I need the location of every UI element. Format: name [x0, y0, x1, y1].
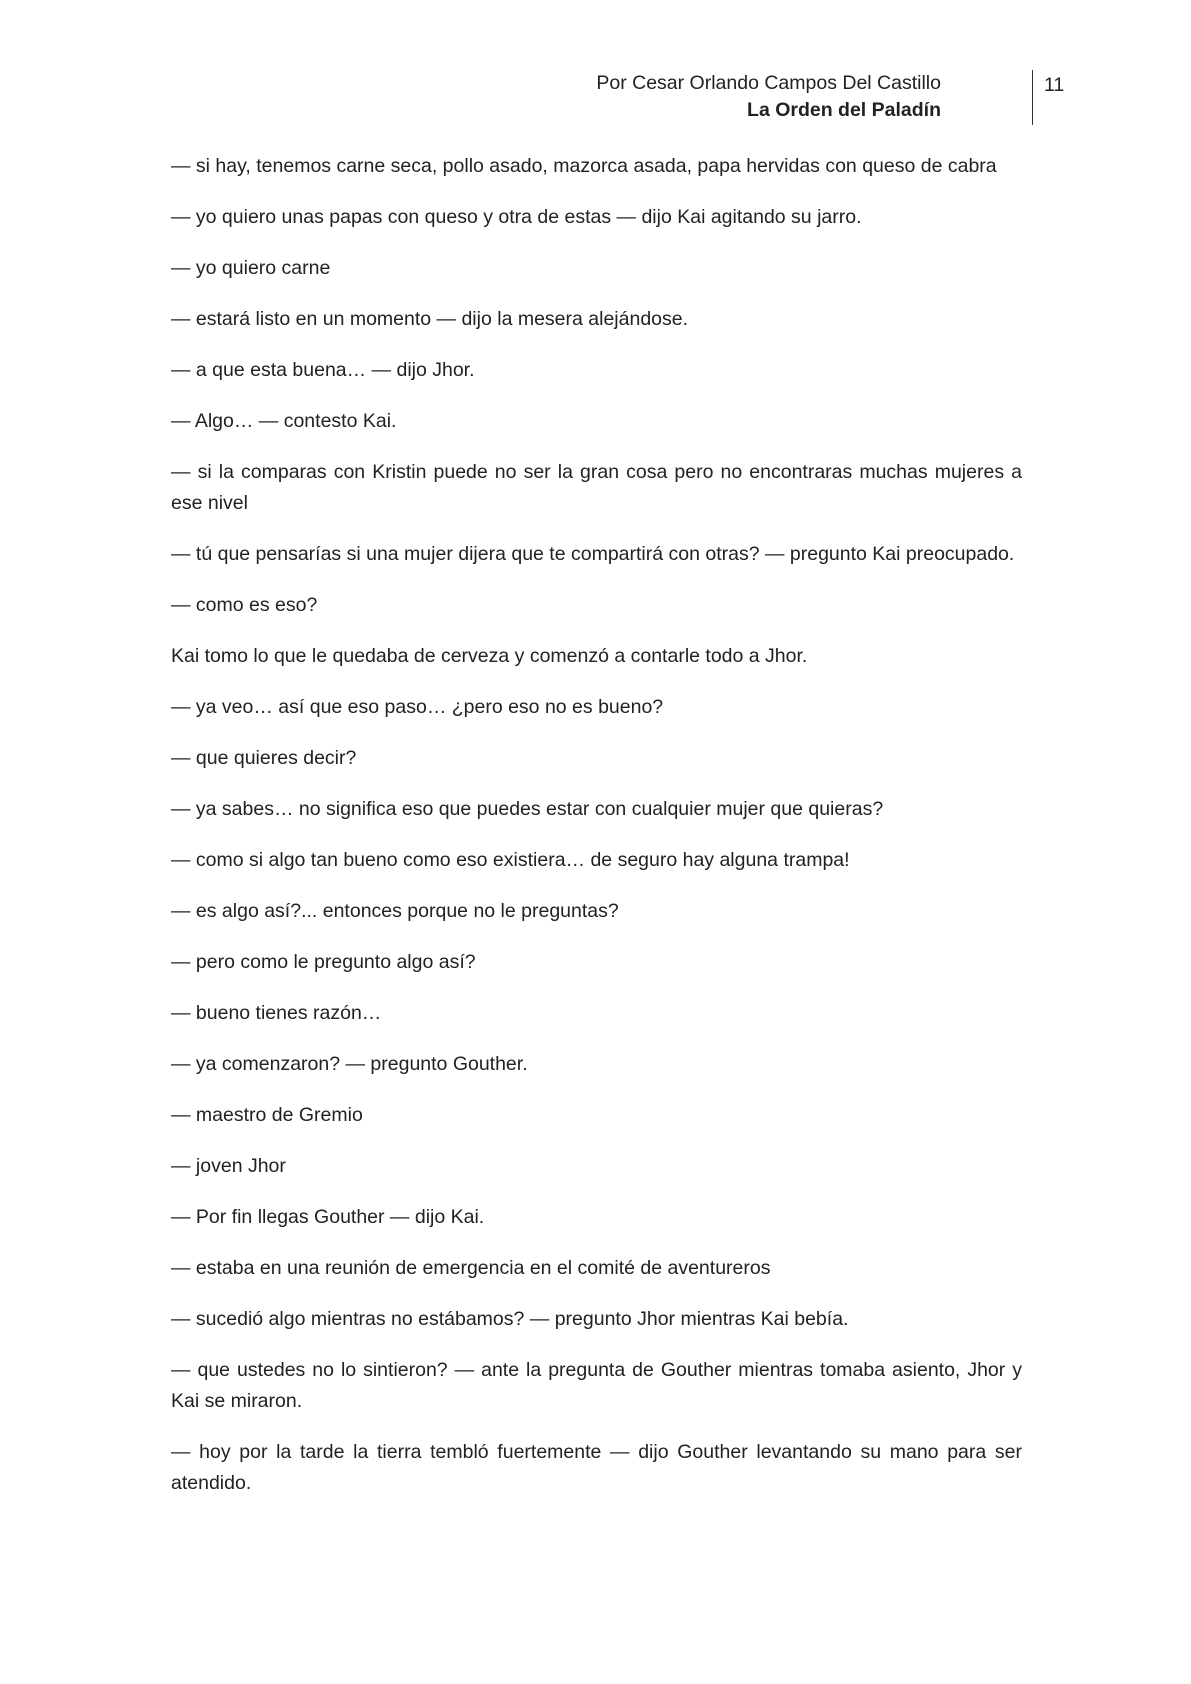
paragraph: — estará listo en un momento — dijo la mesera alejándose.	[171, 308, 689, 330]
paragraph: — hoy por la tarde la tierra tembló fuertemente — dijo Gouther levantando su mano para ser atendido.	[171, 1441, 1022, 1494]
paragraph: — Por fin llegas Gouther — dijo Kai.	[171, 1206, 485, 1228]
paragraph: — pero como le pregunto algo así?	[171, 951, 476, 973]
paragraph: — maestro de Gremio	[171, 1104, 363, 1126]
paragraph: — si hay, tenemos carne seca, pollo asado, mazorca asada, papa hervidas con queso de cabra	[171, 155, 997, 177]
paragraph: — si la comparas con Kristin puede no ser la gran cosa pero no encontraras muchas mujeres a ese nivel	[171, 461, 1022, 514]
page-number: 11	[1044, 74, 1065, 96]
paragraph: — ya veo… así que eso paso… ¿pero eso no es bueno?	[171, 696, 664, 718]
paragraph: — a que esta buena… — dijo Jhor.	[171, 359, 475, 381]
paragraph: — sucedió algo mientras no estábamos? — pregunto Jhor mientras Kai bebía.	[171, 1308, 849, 1330]
header-divider	[1032, 70, 1033, 125]
paragraph: — Algo… — contesto Kai.	[171, 410, 397, 432]
paragraph: — bueno tienes razón…	[171, 1002, 382, 1024]
paragraph: — yo quiero unas papas con queso y otra de estas — dijo Kai agitando su jarro.	[171, 206, 862, 228]
paragraph: Kai tomo lo que le quedaba de cerveza y comenzó a contarle todo a Jhor.	[171, 645, 808, 667]
paragraph: — yo quiero carne	[171, 257, 331, 279]
page-body	[171, 151, 1022, 1519]
paragraph: — como es eso?	[171, 594, 318, 616]
paragraph: — estaba en una reunión de emergencia en el comité de aventureros	[171, 1257, 771, 1279]
paragraph: — ya comenzaron? — pregunto Gouther.	[171, 1053, 528, 1075]
paragraph: — que ustedes no lo sintieron? — ante la pregunta de Gouther mientras tomaba asiento, Jhor y Kai se miraron.	[171, 1359, 1022, 1412]
header-author: Por Cesar Orlando Campos Del Castillo	[596, 72, 941, 94]
paragraph: — es algo así?... entonces porque no le preguntas?	[171, 900, 619, 922]
paragraph: — joven Jhor	[171, 1155, 286, 1177]
paragraph: — ya sabes… no significa eso que puedes estar con cualquier mujer que quieras?	[171, 798, 884, 820]
paragraph: — que quieres decir?	[171, 747, 357, 769]
page-header	[596, 70, 951, 124]
paragraph: — como si algo tan bueno como eso existiera… de seguro hay alguna trampa!	[171, 849, 850, 871]
header-book-title: La Orden del Paladín	[747, 99, 941, 121]
paragraph: — tú que pensarías si una mujer dijera que te compartirá con otras? — pregunto Kai preocupado.	[171, 543, 1015, 565]
